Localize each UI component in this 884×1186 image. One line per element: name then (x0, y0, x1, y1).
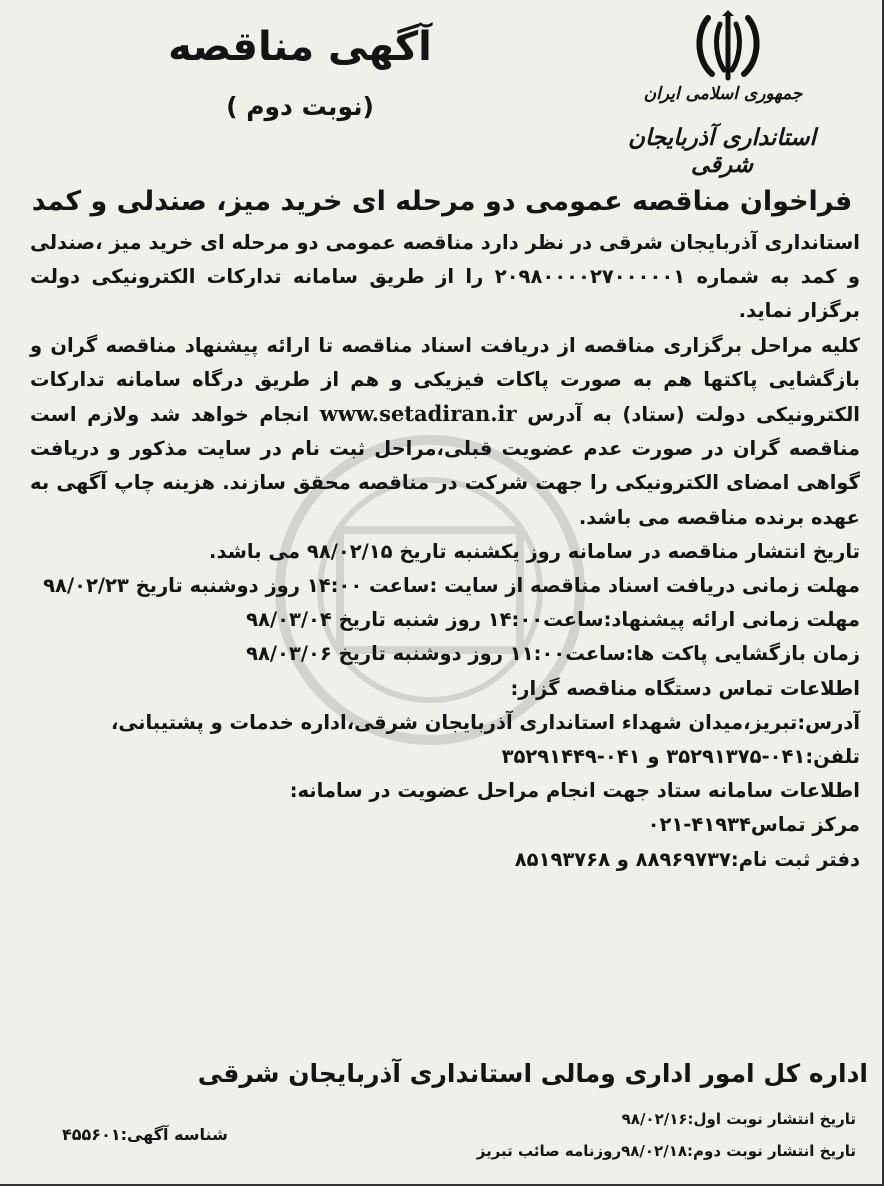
registration-office-line: دفتر ثبت نام:۸۸۹۶۹۷۳۷ و ۸۵۱۹۳۷۶۸ (514, 847, 860, 871)
notice-body (30, 226, 860, 877)
phone-line: تلفن:۰۴۱-۳۵۲۹۱۳۷۵ و ۰۴۱-۳۵۲۹۱۴۴۹ (501, 745, 860, 769)
notice-round: (نوبت دوم ) (226, 92, 374, 121)
issuing-organization: اداره کل امور اداری ومالی استانداری آذربایجان شرقی (197, 1059, 868, 1088)
header-emblem-block (602, 6, 842, 176)
setad-website-link[interactable]: www.setadiran.ir (319, 401, 517, 427)
province-name: استانداری آذربایجان شرقی (628, 124, 816, 178)
country-name: جمهوری اسلامی ایران (643, 84, 803, 104)
intro-paragraph: استانداری آذربایجان شرقی در نظر دارد مناقصه عمومی دو مرحله ای خرید میز ،صندلی و کمد به شماره ۲۰۹۸۰۰۰۰۲۷۰۰۰۰۰۱ را از طریق سامانه تدارکات الکترونیکی دولت برگزار نماید. (30, 231, 860, 323)
document-deadline-line: مهلت زمانی دریافت اسناد مناقصه از سایت :ساعت ۱۴:۰۰ روز دوشنبه تاریخ ۹۸/۰۲/۲۳ (43, 574, 860, 598)
publish-date-line: تاریخ انتشار مناقصه در سامانه روز یکشنبه تاریخ ۹۸/۰۲/۱۵ می باشد. (209, 539, 860, 563)
setad-heading: اطلاعات سامانه ستاد جهت انجام مراحل عضویت در سامانه: (289, 779, 860, 803)
procedure-text-end: انجام خواهد شد ولازم است مناقصه گران در صورت عدم عضویت قبلی،مراحل ثبت نام در سایت مذکور و دریافت گواهی امضای الکترونیکی را جهت شرکت در مناقصه محقق سازند. هزینه چاپ آگهی به عهده برنده مناقصه می باشد. (30, 403, 860, 529)
tender-headline: فراخوان مناقصه عمومی دو مرحله ای خرید میز، صندلی و کمد (31, 186, 853, 217)
contact-heading: اطلاعات تماس دستگاه مناقصه گزار: (510, 676, 860, 700)
offer-deadline-line: مهلت زمانی ارائه پیشنهاد:ساعت۱۴:۰۰ روز شنبه تاریخ ۹۸/۰۳/۰۴ (246, 608, 860, 632)
iran-emblem-icon (678, 8, 778, 86)
opening-time-line: زمان بازگشایی پاکت ها:ساعت۱۱:۰۰ روز دوشنبه تاریخ ۹۸/۰۳/۰۶ (246, 642, 860, 666)
procedure-text-start: کلیه مراحل برگزاری مناقصه از دریافت اسناد مناقصه تا ارائه پیشنهاد مناقصه گران و بازگشایی پاکتها هم به صورت پاکات فیزیکی و هم از طریق درگاه سامانه تدارکات الکترونیکی دولت (ستاد) به آدرس (30, 333, 860, 427)
address-line: آدرس:تبریز،میدان شهداء استانداری آذربایجان شرقی،اداره خدمات و پشتیبانی، (111, 710, 860, 734)
notice-title: آگهی مناقصه (168, 24, 432, 70)
procedure-paragraph (30, 329, 860, 535)
ad-id: شناسه آگهی:۴۵۵۶۰۱ (62, 1125, 228, 1144)
second-publish-date: تاریخ انتشار نوبت دوم:۹۸/۰۲/۱۸روزنامه صائب تبریز (476, 1142, 856, 1160)
call-center-line: مرکز تماس۴۱۹۳۴-۰۲۱ (647, 813, 860, 837)
first-publish-date: تاریخ انتشار نوبت اول:۹۸/۰۲/۱۶ (621, 1110, 856, 1128)
